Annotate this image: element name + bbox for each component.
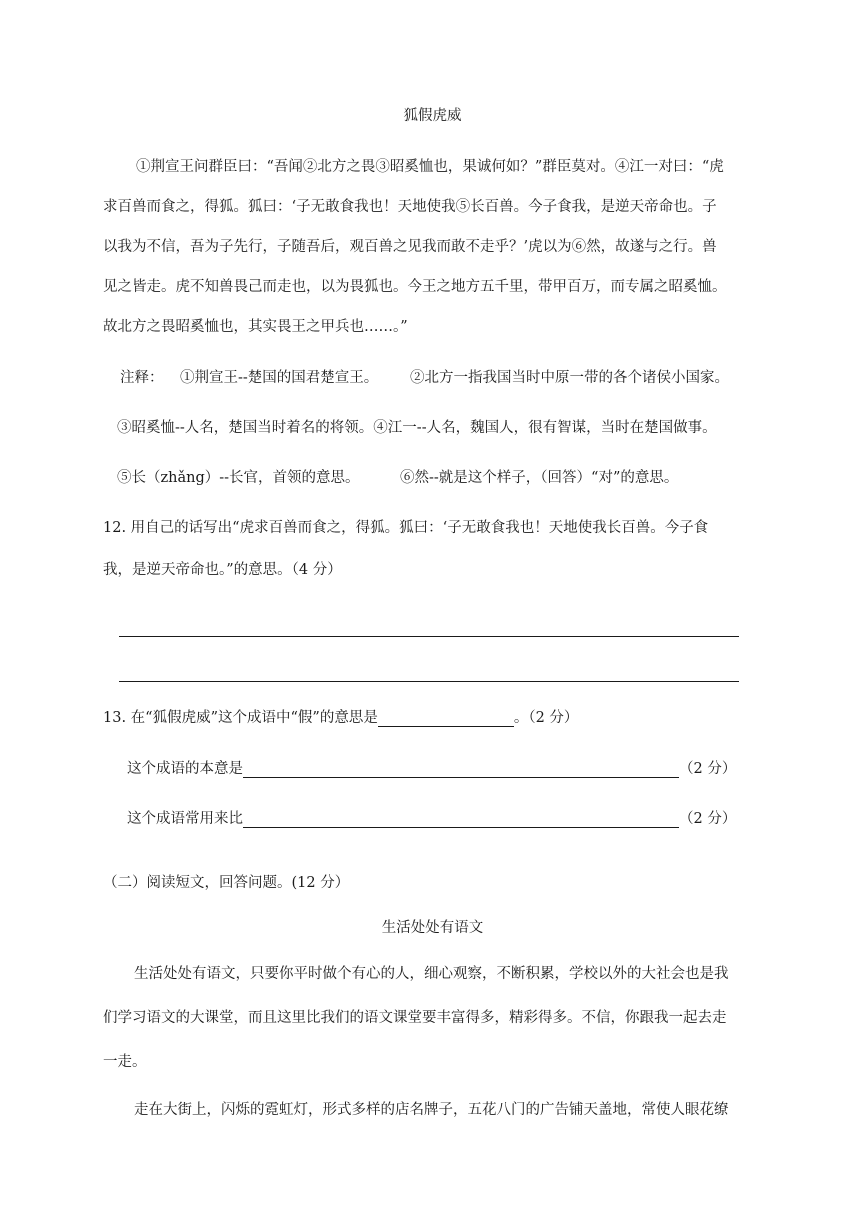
passage-line-1: ①荆宣王问群臣曰：“吾闻②北方之畏③昭奚恤也，果诚何如？”群臣莫对。④江一对曰：“虎 (136, 159, 724, 175)
q13-sub1-score: （2 分） (679, 761, 737, 777)
note-2: ②北方一指我国当时中原一带的各个诸侯小国家。 (410, 370, 729, 386)
section2-para1-line-2: 们学习语文的大课堂，而且这里比我们的语文课堂要丰富得多，精彩得多。不信，你跟我一起去走 (103, 1010, 727, 1026)
answer-line-1[interactable] (119, 636, 739, 637)
q13-blank[interactable] (378, 710, 514, 727)
note-1: ①荆宣王--楚国的国君楚宣王。 (180, 370, 379, 386)
q13-suffix: 。（2 分） (513, 710, 579, 726)
q13-sub2 (127, 807, 736, 828)
notes-label: 注释： (120, 370, 164, 386)
q13-sub1-blank[interactable] (243, 761, 679, 778)
q13-sub1-label: 这个成语的本意是 (127, 761, 243, 777)
note-5: ⑤长（zhǎng）--长官，首领的意思。 (117, 470, 360, 486)
passage-line-4: 见之皆走。虎不知兽畏己而走也，以为畏狐也。今王之地方五千里，带甲百万，而专属之昭奚恤。 (103, 279, 727, 295)
section2-para1-line-3: 一走。 (103, 1054, 147, 1070)
q13-prefix: 13. 在“狐假虎威”这个成语中“假”的意思是 (103, 710, 378, 726)
q13-question (103, 706, 578, 727)
section2-para1-line-1: 生活处处有语文，只要你平时做个有心的人，细心观察，不断积累，学校以外的大社会也是我 (134, 966, 729, 982)
note-6: ⑥然--就是这个样子，（回答）“对”的意思。 (400, 470, 679, 486)
q12-line-1: 12. 用自己的话写出“虎求百兽而食之，得狐。狐曰：‘子无敢食我也！天地使我长百兽。今子食 (103, 520, 709, 536)
passage-line-3: 以我为不信，吾为子先行，子随吾后，观百兽之见我而敢不走乎？’虎以为⑥然，故遂与之行。兽 (103, 239, 717, 255)
passage-line-5: 故北方之畏昭奚恤也，其实畏王之甲兵也……。” (103, 319, 408, 335)
q13-sub2-blank[interactable] (243, 811, 679, 828)
answer-line-2[interactable] (119, 681, 739, 682)
section2-title: 生活处处有语文 (381, 920, 484, 936)
q13-sub2-score: （2 分） (679, 811, 737, 827)
passage-title: 狐假虎威 (403, 108, 462, 124)
section2-para2-line-1: 走在大街上，闪烁的霓虹灯，形式多样的店名牌子，五花八门的广告铺天盖地，常使人眼花缭 (134, 1102, 729, 1118)
q12-line-2: 我，是逆天帝命也。”的意思。（4 分） (103, 562, 342, 578)
q13-sub1 (127, 757, 736, 778)
notes-line-2: ③昭奚恤--人名，楚国当时着名的将领。④江一--人名，魏国人，很有智谋，当时在楚国做事。 (117, 420, 717, 436)
passage-line-2: 求百兽而食之，得狐。狐曰：‘子无敢食我也！天地使我⑤长百兽。今子食我，是逆天帝命也。子 (103, 199, 717, 215)
section2-heading: （二）阅读短文，回答问题。(12 分） (103, 875, 350, 891)
q13-sub2-label: 这个成语常用来比 (127, 811, 243, 827)
